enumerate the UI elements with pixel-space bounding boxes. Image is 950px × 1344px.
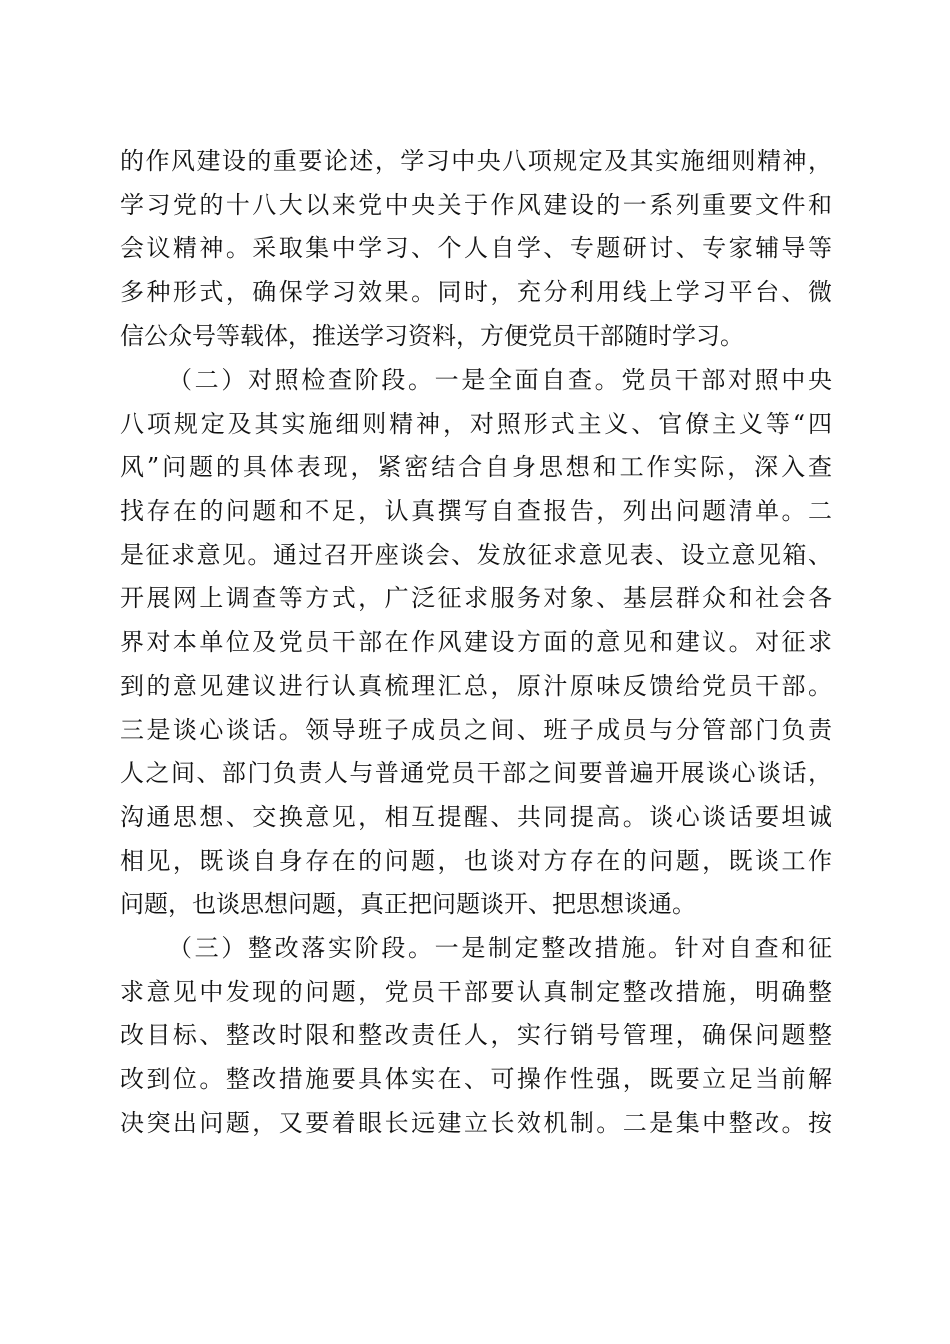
text-line: 信公众号等载体，推送学习资料，方便党员干部随时学习。: [120, 321, 744, 350]
text-line: 三是谈心谈话。领导班子成员之间、班子成员与分管部门负责: [120, 715, 832, 744]
text-line: 找存在的问题和不足，认真撰写自查报告，列出问题清单。二: [120, 497, 832, 526]
text-line: 开展网上调查等方式，广泛征求服务对象、基层群众和社会各: [120, 584, 832, 613]
text-line: 相见，既谈自身存在的问题，也谈对方存在的问题，既谈工作: [120, 846, 832, 875]
text-line: 到的意见建议进行认真梳理汇总，原汁原味反馈给党员干部。: [120, 671, 832, 700]
section-heading-line: （二）对照检查阶段。一是全面自查。党员干部对照中央: [168, 366, 832, 394]
text-line: 人之间、部门负责人与普通党员干部之间要普遍开展谈心谈话，: [120, 759, 832, 788]
paragraph-2: [120, 359, 832, 927]
section-heading-line: （三）整改落实阶段。一是制定整改措施。针对自查和征: [168, 934, 832, 962]
paragraph-3: [120, 927, 832, 1145]
text-line: 多种形式，确保学习效果。同时，充分利用线上学习平台、微: [120, 278, 832, 307]
text-line: 八项规定及其实施细则精神，对照形式主义、官僚主义等“四: [120, 409, 832, 438]
text-line: 界对本单位及党员干部在作风建设方面的意见和建议。对征求: [120, 628, 832, 657]
text-line: 问题，也谈思想问题，真正把问题谈开、把思想谈通。: [120, 890, 696, 919]
text-line: 求意见中发现的问题，党员干部要认真制定整改措施，明确整: [120, 977, 832, 1006]
text-line: 会议精神。采取集中学习、个人自学、专题研讨、专家辅导等: [120, 234, 832, 263]
text-line: 沟通思想、交换意见，相互提醒、共同提高。谈心谈话要坦诚: [120, 802, 832, 831]
text-line: 的作风建设的重要论述，学习中央八项规定及其实施细则精神，: [120, 147, 832, 175]
text-line: 决突出问题，又要着眼长远建立长效机制。二是集中整改。按: [120, 1108, 832, 1137]
text-line: 改目标、整改时限和整改责任人，实行销号管理，确保问题整: [120, 1021, 832, 1050]
text-line: 是征求意见。通过召开座谈会、发放征求意见表、设立意见箱、: [120, 540, 832, 569]
paragraph-1: [120, 140, 832, 358]
text-line: 学习党的十八大以来党中央关于作风建设的一系列重要文件和: [120, 190, 832, 219]
text-line: 风”问题的具体表现，紧密结合自身思想和工作实际，深入查: [120, 453, 832, 482]
text-line: 改到位。整改措施要具体实在、可操作性强，既要立足当前解: [120, 1065, 832, 1094]
